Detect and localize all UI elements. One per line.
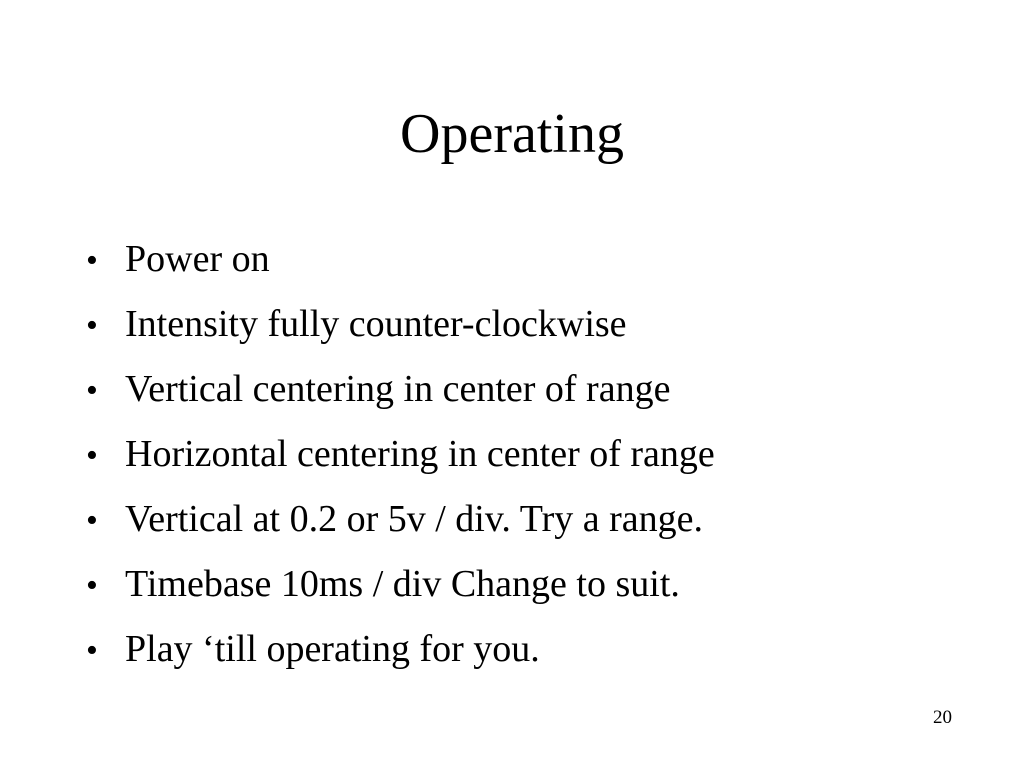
bullet-text: Power on	[125, 238, 270, 280]
bullet-text: Intensity fully counter-clockwise	[125, 303, 627, 345]
bullet-text: Vertical at 0.2 or 5v / div. Try a range.	[125, 498, 703, 540]
bullet-icon: •	[86, 502, 98, 539]
bullet-icon: •	[86, 372, 98, 409]
bullet-item	[86, 422, 966, 487]
bullet-icon: •	[86, 242, 98, 279]
bullet-item	[86, 292, 966, 357]
bullet-icon: •	[86, 437, 98, 474]
bullet-item	[86, 487, 966, 552]
bullet-item	[86, 617, 966, 682]
bullet-item	[86, 227, 966, 292]
page-number: 20	[933, 707, 952, 728]
bullet-icon: •	[86, 567, 98, 604]
bullet-text: Play ‘till operating for you.	[125, 628, 540, 670]
bullet-item	[86, 357, 966, 422]
slide-title: Operating	[400, 103, 624, 165]
bullet-text: Horizontal centering in center of range	[125, 433, 715, 475]
bullet-list	[86, 227, 966, 682]
bullet-icon: •	[86, 632, 98, 669]
bullet-item	[86, 552, 966, 617]
bullet-icon: •	[86, 307, 98, 344]
bullet-text: Vertical centering in center of range	[125, 368, 671, 410]
bullet-text: Timebase 10ms / div Change to suit.	[125, 563, 680, 605]
